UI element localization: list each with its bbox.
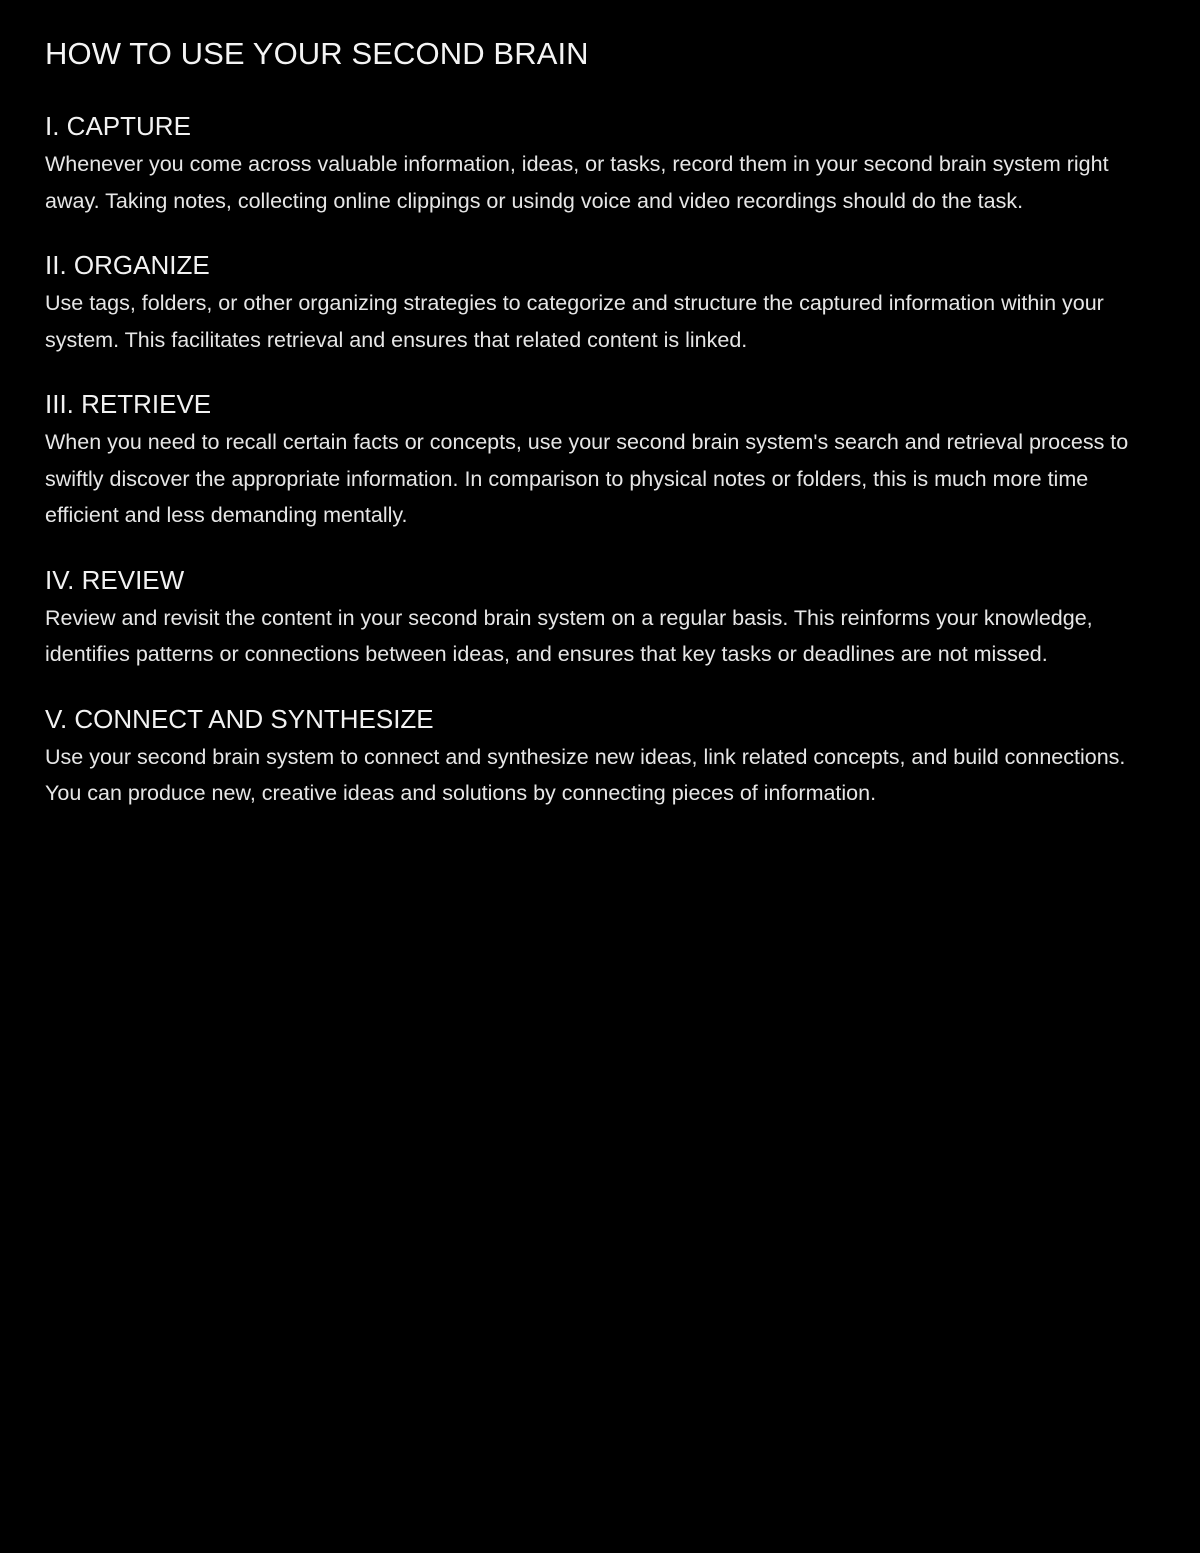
section-body: When you need to recall certain facts or concepts, use your second brain system's search and retrieval process to swiftly discover the appropriate information. In comparison to physical notes or folders, this is much more time efficient and less demanding mentally. [45,430,1129,527]
section-capture [45,110,1155,219]
section-body: Use tags, folders, or other organizing strategies to categorize and structure the captured information within your system. This facilitates retrieval and ensures that related content is linked. [45,291,1104,352]
section-body: Whenever you come across valuable information, ideas, or tasks, record them in your second brain system right away. Taking notes, collecting online clippings or usindg voice and video recordings should do the task. [45,152,1109,213]
section-organize [45,249,1155,358]
section-body: Review and revisit the content in your second brain system on a regular basis. This reinforms your knowledge, identifies patterns or connections between ideas, and ensures that key tasks or deadlines are not missed. [45,605,1093,666]
section-body: Use your second brain system to connect and synthesize new ideas, link related concepts, and build connections. You can produce new, creative ideas and solutions by connecting pieces of information. [45,744,1126,805]
section-heading: II. ORGANIZE [45,250,210,280]
section-review [45,564,1155,673]
page-title: HOW TO USE YOUR SECOND BRAIN [45,36,589,71]
section-retrieve [45,388,1155,534]
section-heading: I. CAPTURE [45,111,191,141]
section-connect-and-synthesize [45,703,1155,812]
sections-list [45,110,1155,812]
section-heading: III. RETRIEVE [45,389,212,419]
section-heading: IV. REVIEW [45,564,185,595]
section-heading: V. CONNECT AND SYNTHESIZE [45,703,434,734]
